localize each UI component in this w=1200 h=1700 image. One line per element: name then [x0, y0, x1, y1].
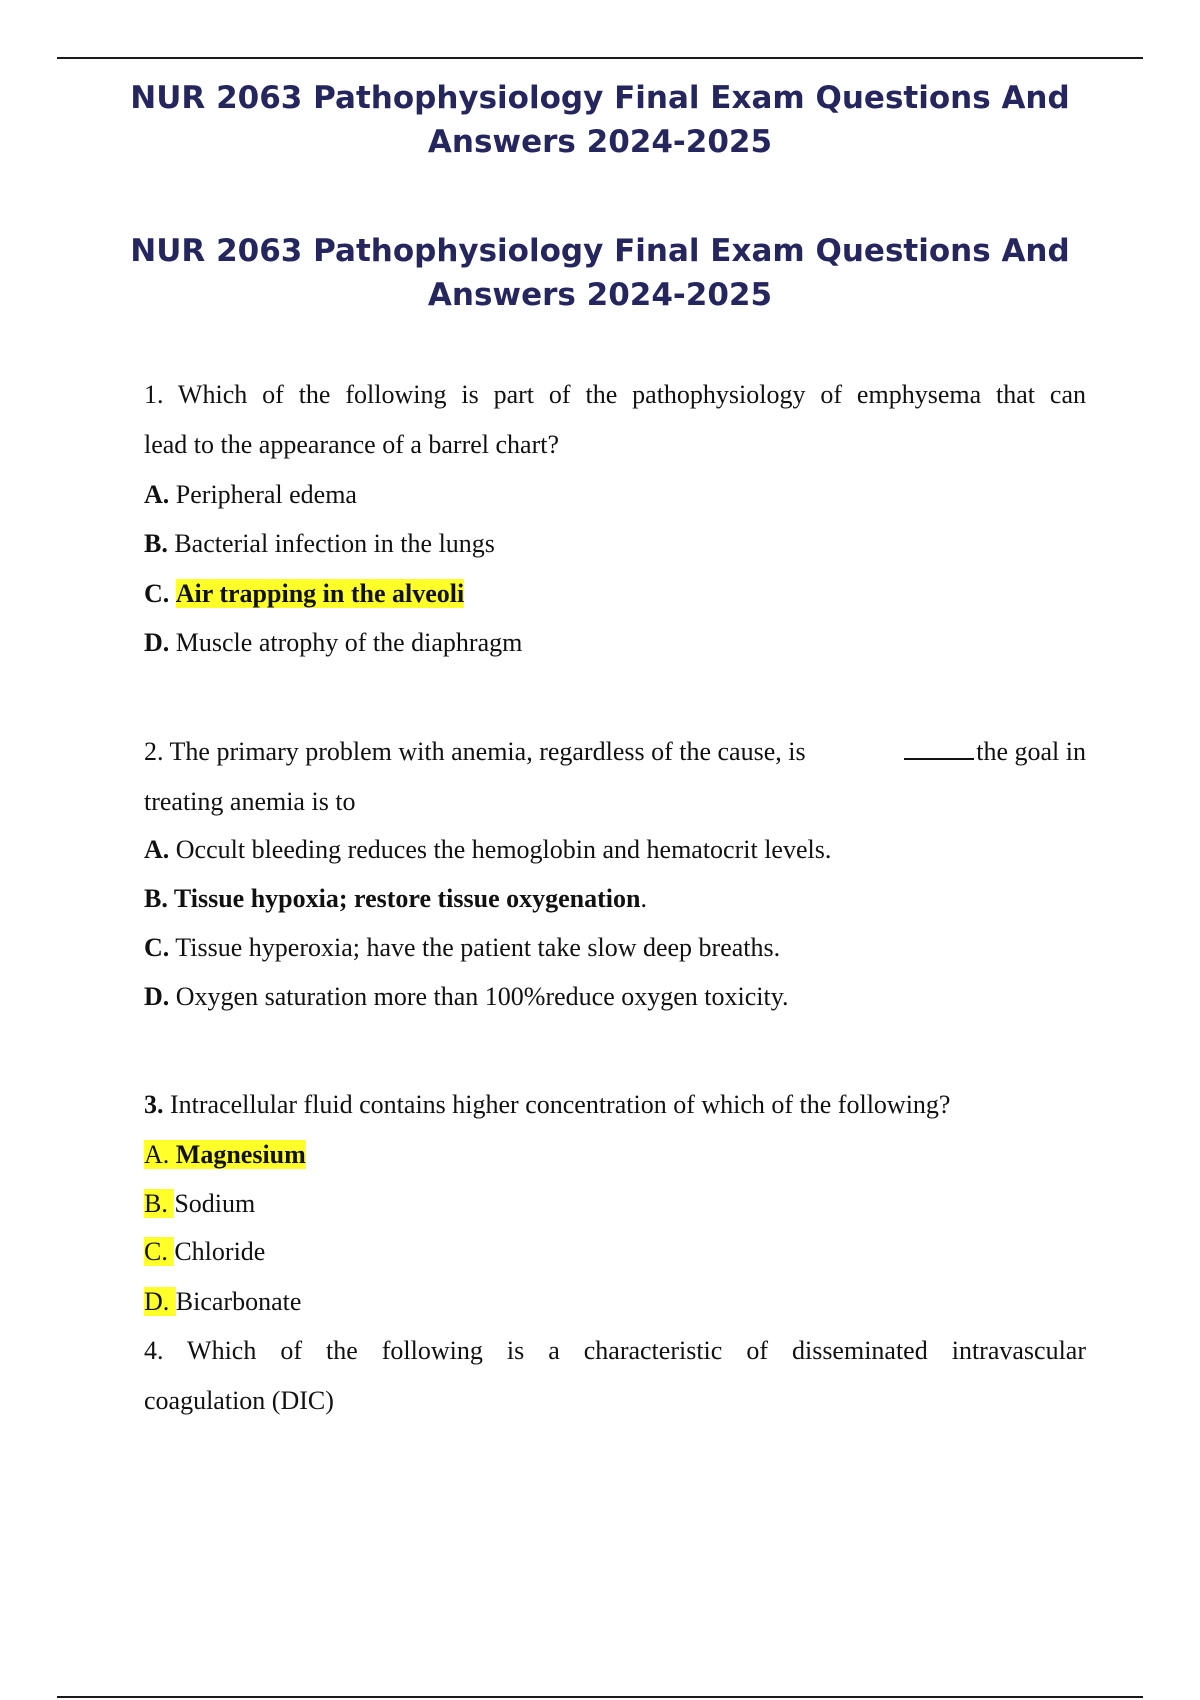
- option-letter-highlighted: B.: [144, 1189, 175, 1218]
- answer-blank: [904, 740, 974, 760]
- q2-text-line-1: [144, 737, 1086, 767]
- q1-option-a: [144, 480, 357, 510]
- option-letter: A.: [144, 480, 170, 509]
- q4-text-line-1: 4. Which of the following is a characteristic of disseminated intravascular: [144, 1336, 1086, 1365]
- option-text: Peripheral edema: [169, 480, 357, 509]
- q1-text-line-2: lead to the appearance of a barrel chart?: [144, 430, 560, 459]
- option-text: Tissue hyperoxia; have the patient take slow deep breaths.: [169, 933, 781, 962]
- option-text: Occult bleeding reduces the hemoglobin and hematocrit levels.: [169, 835, 832, 864]
- option-text-highlighted: Magnesium: [175, 1140, 306, 1169]
- option-text-bold: B. Tissue hypoxia; restore tissue oxygenation: [144, 884, 641, 913]
- subtitle-line-1: NUR 2063 Pathophysiology Final Exam Questions And: [130, 233, 1070, 269]
- q1-option-b: [144, 529, 495, 559]
- question-number: 3.: [144, 1090, 164, 1119]
- document-title: [60, 76, 1140, 164]
- option-letter: B.: [144, 529, 168, 558]
- q3-option-a: [144, 1140, 306, 1170]
- option-text: Muscle atrophy of the diaphragm: [169, 628, 523, 657]
- option-text-highlighted: Air trapping in the alveoli: [175, 579, 465, 608]
- subtitle-line-2: Answers 2024-2025: [427, 277, 773, 313]
- option-letter: A.: [144, 835, 170, 864]
- option-letter-highlighted: D.: [144, 1287, 176, 1316]
- option-letter: C.: [144, 579, 170, 608]
- q2-option-b: [144, 884, 647, 914]
- q3-option-c: [144, 1237, 265, 1267]
- option-letter: A.: [144, 1140, 176, 1169]
- q2-text-line-2: treating anemia is to: [144, 787, 356, 816]
- q1-option-c: [144, 579, 464, 609]
- q2-option-d: [144, 982, 789, 1012]
- option-letter: D.: [144, 982, 170, 1011]
- q3-option-d: [144, 1287, 301, 1317]
- q1-option-d: [144, 628, 522, 658]
- q3-text: [144, 1090, 950, 1120]
- q3-option-b: [144, 1189, 255, 1219]
- title-line-2: Answers 2024-2025: [427, 124, 773, 160]
- option-text-tail: .: [640, 884, 647, 913]
- bottom-rule: [57, 1696, 1143, 1698]
- option-letter: C.: [144, 933, 170, 962]
- option-text: Bacterial infection in the lungs: [167, 529, 495, 558]
- q2-option-c: [144, 933, 780, 963]
- option-letter: D.: [144, 628, 170, 657]
- q1-text-line-1: 1. Which of the following is part of the pathophysiology of emphysema that can: [144, 380, 1086, 409]
- q2-text-part-2: the goal in: [976, 737, 1086, 766]
- option-letter-highlighted: [144, 1140, 306, 1169]
- q4-text-line-2: coagulation (DIC): [144, 1386, 334, 1415]
- title-line-1: NUR 2063 Pathophysiology Final Exam Questions And: [130, 80, 1070, 116]
- option-text: Oxygen saturation more than 100%reduce oxygen toxicity.: [169, 982, 789, 1011]
- q2-option-a: [144, 835, 831, 865]
- top-rule: [57, 57, 1143, 59]
- option-text: Chloride: [174, 1237, 266, 1266]
- question-text: Intracellular fluid contains higher concentration of which of the following?: [163, 1090, 951, 1119]
- option-text: Bicarbonate: [175, 1287, 302, 1316]
- q2-text-part-1: 2. The primary problem with anemia, regardless of the cause, is: [144, 737, 806, 766]
- option-letter-highlighted: C.: [144, 1237, 175, 1266]
- document-subtitle: [60, 229, 1140, 317]
- option-text: Sodium: [174, 1189, 256, 1218]
